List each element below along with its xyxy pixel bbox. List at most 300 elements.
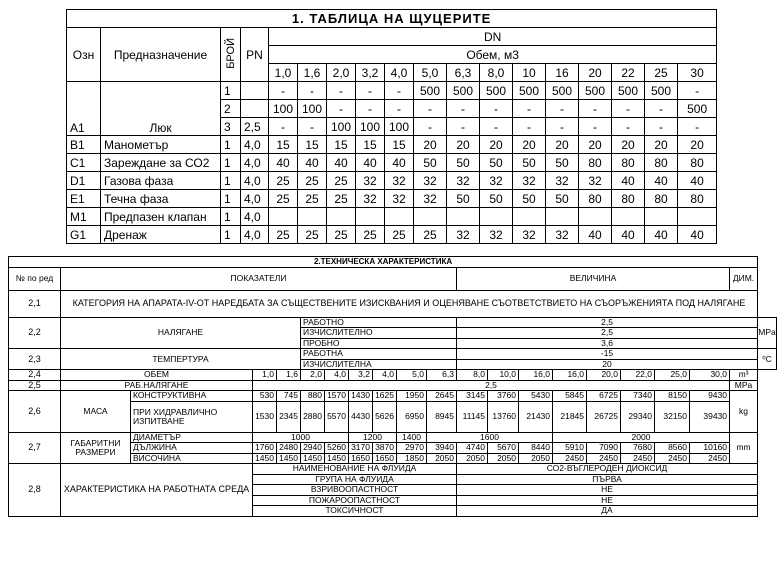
volume-header: 16 bbox=[546, 64, 579, 82]
table-cell: 25 bbox=[269, 172, 298, 190]
table-cell: - bbox=[579, 118, 612, 136]
value-cell: 2,0 bbox=[301, 370, 325, 381]
value-cell: 1650 bbox=[373, 453, 397, 464]
row-code: А1 bbox=[67, 82, 101, 136]
value-cell: 1450 bbox=[253, 453, 277, 464]
table-cell: - bbox=[269, 82, 298, 100]
table-cell: 32 bbox=[356, 172, 385, 190]
value-cell: 2940 bbox=[301, 443, 325, 454]
value-cell: 8150 bbox=[655, 391, 690, 402]
value-cell: 32150 bbox=[655, 401, 690, 432]
row-key: ИЗЧИСЛИТЕЛНА bbox=[301, 359, 457, 370]
table-row bbox=[67, 190, 717, 208]
row-key: ИЗЧИСЛИТЕЛНО bbox=[301, 328, 457, 339]
table-cell: - bbox=[298, 82, 327, 100]
volume-header: 25 bbox=[645, 64, 678, 82]
table-cell: - bbox=[513, 118, 546, 136]
value-cell: 1,0 bbox=[253, 370, 277, 381]
row-key: ПОЖАРООПАСТНОСТ bbox=[253, 495, 457, 506]
header-dn: DN bbox=[269, 28, 717, 46]
table-row bbox=[9, 349, 777, 360]
value-cell: 8440 bbox=[519, 443, 553, 454]
table-cell: 40 bbox=[612, 172, 645, 190]
table-cell: 100 bbox=[327, 118, 356, 136]
row-number: 2,8 bbox=[9, 464, 61, 517]
table-cell bbox=[513, 208, 546, 226]
table-title: 2.ТЕХНИЧЕСКА ХАРАКТЕРИСТИКА bbox=[9, 257, 758, 268]
value-cell: 20,0 bbox=[587, 370, 621, 381]
value-cell: 2050 bbox=[519, 453, 553, 464]
value-cell: 1650 bbox=[349, 453, 373, 464]
row-code: В1 bbox=[67, 136, 101, 154]
value-cell: 2050 bbox=[488, 453, 519, 464]
value-cell: 5570 bbox=[325, 401, 349, 432]
row-label: ОБЕМ bbox=[61, 370, 253, 381]
row-count: 1 bbox=[221, 190, 241, 208]
table-cell: 20 bbox=[480, 136, 513, 154]
table-cell: - bbox=[385, 100, 414, 118]
value-cell: 3760 bbox=[488, 391, 519, 402]
row-pn: 4,0 bbox=[241, 190, 269, 208]
row-value: 1400 bbox=[397, 432, 427, 443]
table-cell bbox=[356, 208, 385, 226]
table-cell: 50 bbox=[546, 190, 579, 208]
table-cell: 32 bbox=[414, 190, 447, 208]
value-cell: 8560 bbox=[655, 443, 690, 454]
header-indicators: ПОКАЗАТЕЛИ bbox=[61, 267, 457, 290]
value-cell: 2450 bbox=[553, 453, 587, 464]
table-cell: 50 bbox=[447, 190, 480, 208]
row-name: Зареждане за СО2 bbox=[101, 154, 221, 172]
value-cell: 13760 bbox=[488, 401, 519, 432]
value-cell: 2345 bbox=[277, 401, 301, 432]
row-count: 1 bbox=[221, 226, 241, 244]
table-cell: 32 bbox=[480, 172, 513, 190]
value-cell: 2645 bbox=[427, 391, 457, 402]
table-cell: 40 bbox=[678, 226, 717, 244]
table-cell: 25 bbox=[269, 190, 298, 208]
table-cell: 20 bbox=[414, 136, 447, 154]
value-cell: 1570 bbox=[325, 391, 349, 402]
row-value: 1600 bbox=[427, 432, 553, 443]
table-cell: 25 bbox=[298, 172, 327, 190]
value-cell: 1430 bbox=[349, 391, 373, 402]
value-cell: 2450 bbox=[621, 453, 655, 464]
volume-header: 1,0 bbox=[269, 64, 298, 82]
row-label: ГАБАРИТНИ РАЗМЕРИ bbox=[61, 432, 131, 464]
table-cell bbox=[414, 208, 447, 226]
table-title: 1. ТАБЛИЦА НА ЩУЦЕРИТЕ bbox=[67, 10, 717, 28]
value-cell: 5910 bbox=[553, 443, 587, 454]
table-cell: 32 bbox=[385, 190, 414, 208]
table-cell: 50 bbox=[480, 190, 513, 208]
value-cell: 4740 bbox=[457, 443, 488, 454]
row-value: ПЪРВА bbox=[457, 474, 758, 485]
table-cell: 25 bbox=[269, 226, 298, 244]
value-cell: 8,0 bbox=[457, 370, 488, 381]
table-cell: 32 bbox=[447, 226, 480, 244]
volume-header: 3,2 bbox=[356, 64, 385, 82]
value-cell: 29340 bbox=[621, 401, 655, 432]
table-row bbox=[67, 208, 717, 226]
table-cell: 40 bbox=[385, 154, 414, 172]
value-cell: 2880 bbox=[301, 401, 325, 432]
table-cell: - bbox=[414, 100, 447, 118]
row-key: ТОКСИЧНОСТ bbox=[253, 506, 457, 517]
row-pn: 4,0 bbox=[241, 154, 269, 172]
volume-header: 10 bbox=[513, 64, 546, 82]
table-cell: 40 bbox=[579, 226, 612, 244]
table-cell: 500 bbox=[645, 82, 678, 100]
table-row bbox=[67, 226, 717, 244]
value-cell: 2050 bbox=[427, 453, 457, 464]
table-cell: - bbox=[356, 82, 385, 100]
row-key: ДИАМЕТЪР bbox=[131, 432, 253, 443]
row-code: М1 bbox=[67, 208, 101, 226]
value-cell: 3,2 bbox=[349, 370, 373, 381]
row-count: 1 bbox=[221, 154, 241, 172]
volume-header: 2,0 bbox=[327, 64, 356, 82]
value-cell: 6950 bbox=[397, 401, 427, 432]
table-cell: 32 bbox=[385, 172, 414, 190]
table-cell bbox=[447, 208, 480, 226]
value-cell: 2450 bbox=[587, 453, 621, 464]
table-cell: 32 bbox=[414, 172, 447, 190]
table-cell: - bbox=[414, 118, 447, 136]
table-cell: - bbox=[513, 100, 546, 118]
table-cell bbox=[612, 208, 645, 226]
table-row bbox=[67, 82, 717, 100]
table-cell: - bbox=[546, 100, 579, 118]
table-cell: 25 bbox=[356, 226, 385, 244]
table-cell: 40 bbox=[298, 154, 327, 172]
row-key: ВИСОЧИНА bbox=[131, 453, 253, 464]
table-row bbox=[9, 380, 777, 391]
table-row bbox=[67, 172, 717, 190]
table-cell: 500 bbox=[447, 82, 480, 100]
technical-characteristics-table bbox=[8, 256, 777, 517]
table-cell: 40 bbox=[678, 172, 717, 190]
table-cell: 40 bbox=[327, 154, 356, 172]
value-cell: 30,0 bbox=[690, 370, 730, 381]
table-cell: 15 bbox=[327, 136, 356, 154]
volume-header: 20 bbox=[579, 64, 612, 82]
fittings-table bbox=[66, 9, 717, 244]
row-code: D1 bbox=[67, 172, 101, 190]
row-name: Люк bbox=[101, 82, 221, 136]
row-dim: MPa bbox=[730, 380, 758, 391]
row-key: ПРОБНО bbox=[301, 338, 457, 349]
value-cell: 5845 bbox=[553, 391, 587, 402]
table-cell bbox=[546, 208, 579, 226]
row-code: G1 bbox=[67, 226, 101, 244]
table-cell: 32 bbox=[356, 190, 385, 208]
table-cell: 500 bbox=[579, 82, 612, 100]
table-cell: 15 bbox=[269, 136, 298, 154]
value-cell: 3940 bbox=[427, 443, 457, 454]
table-cell: 500 bbox=[546, 82, 579, 100]
table-cell: 40 bbox=[269, 154, 298, 172]
table-cell: - bbox=[612, 118, 645, 136]
table-cell bbox=[678, 208, 717, 226]
row-count: 3 bbox=[221, 118, 241, 136]
table-row bbox=[9, 370, 777, 381]
table-row bbox=[9, 267, 777, 290]
row-value: СО2-ВЪГЛЕРОДЕН ДИОКСИД bbox=[457, 464, 758, 475]
row-value: -15 bbox=[457, 349, 758, 360]
volume-header: 1,6 bbox=[298, 64, 327, 82]
table-cell bbox=[385, 208, 414, 226]
row-value: 2,5 bbox=[457, 317, 758, 328]
row-key: НАИМЕНОВАНИЕ НА ФЛУИДА bbox=[253, 464, 457, 475]
row-count: 1 bbox=[221, 208, 241, 226]
table-cell bbox=[645, 208, 678, 226]
value-cell: 22,0 bbox=[621, 370, 655, 381]
table-cell: 40 bbox=[645, 172, 678, 190]
value-cell: 2050 bbox=[457, 453, 488, 464]
table-cell: 80 bbox=[579, 190, 612, 208]
value-cell: 1450 bbox=[325, 453, 349, 464]
row-dim: kg bbox=[730, 391, 758, 433]
header-volume: Обем, м3 bbox=[269, 46, 717, 64]
table-row bbox=[9, 290, 777, 317]
table-cell: 500 bbox=[678, 100, 717, 118]
row-number: 2,3 bbox=[9, 349, 61, 370]
table-cell: 20 bbox=[546, 136, 579, 154]
row-value: 1000 bbox=[253, 432, 349, 443]
row-count: 2 bbox=[221, 100, 241, 118]
value-cell: 1,6 bbox=[277, 370, 301, 381]
table-cell: 50 bbox=[447, 154, 480, 172]
row-label: ХАРАКТЕРИСТИКА НА РАБОТНАТА СРЕДА bbox=[61, 464, 253, 517]
row-value: 20 bbox=[457, 359, 758, 370]
table-cell: 80 bbox=[612, 190, 645, 208]
table-cell: 25 bbox=[327, 190, 356, 208]
table-cell: - bbox=[579, 100, 612, 118]
table-cell: 20 bbox=[645, 136, 678, 154]
table-cell: - bbox=[645, 118, 678, 136]
value-cell: 880 bbox=[301, 391, 325, 402]
value-cell: 2450 bbox=[690, 453, 730, 464]
volume-header: 6,3 bbox=[447, 64, 480, 82]
value-cell: 16,0 bbox=[553, 370, 587, 381]
volume-header: 8,0 bbox=[480, 64, 513, 82]
value-cell: 1760 bbox=[253, 443, 277, 454]
value-cell: 4430 bbox=[349, 401, 373, 432]
value-cell: 5430 bbox=[519, 391, 553, 402]
value-cell: 7090 bbox=[587, 443, 621, 454]
table-cell: 25 bbox=[327, 226, 356, 244]
row-number: 2,4 bbox=[9, 370, 61, 381]
row-pn: 4,0 bbox=[241, 226, 269, 244]
row-value: 2,5 bbox=[253, 380, 730, 391]
table-cell: 50 bbox=[480, 154, 513, 172]
value-cell: 21430 bbox=[519, 401, 553, 432]
value-cell: 26725 bbox=[587, 401, 621, 432]
row-name: Дренаж bbox=[101, 226, 221, 244]
table-cell: 80 bbox=[645, 190, 678, 208]
table-cell: - bbox=[447, 118, 480, 136]
value-cell: 6725 bbox=[587, 391, 621, 402]
row-name: Газова фаза bbox=[101, 172, 221, 190]
value-cell: 4,0 bbox=[325, 370, 349, 381]
table-cell: 32 bbox=[546, 226, 579, 244]
table-cell: 25 bbox=[298, 226, 327, 244]
table-cell: 32 bbox=[480, 226, 513, 244]
row-number: 2,6 bbox=[9, 391, 61, 433]
table-cell: 100 bbox=[298, 100, 327, 118]
row-pn: 4,0 bbox=[241, 208, 269, 226]
table-cell: 32 bbox=[513, 172, 546, 190]
table-cell: 40 bbox=[612, 226, 645, 244]
row-number: 2,1 bbox=[9, 290, 61, 317]
row-value: НЕ bbox=[457, 485, 758, 496]
table-row bbox=[67, 10, 717, 28]
table-cell: - bbox=[480, 118, 513, 136]
table-cell: 20 bbox=[612, 136, 645, 154]
header-purpose: Предназначение bbox=[101, 28, 221, 82]
row-code: Е1 bbox=[67, 190, 101, 208]
table-row bbox=[9, 257, 777, 268]
row-number: 2,5 bbox=[9, 380, 61, 391]
table-cell: 40 bbox=[356, 154, 385, 172]
row-label: РАБ.НАЛЯГАНЕ bbox=[61, 380, 253, 391]
row-label: ТЕМПЕРТУРА bbox=[61, 349, 301, 370]
table-cell bbox=[480, 208, 513, 226]
row-value: 2000 bbox=[553, 432, 730, 443]
row-value: ДА bbox=[457, 506, 758, 517]
table-cell: - bbox=[269, 118, 298, 136]
value-cell: 5260 bbox=[325, 443, 349, 454]
value-cell: 2480 bbox=[277, 443, 301, 454]
value-cell: 7680 bbox=[621, 443, 655, 454]
table-cell: - bbox=[385, 82, 414, 100]
row-key: РАБОТНО bbox=[301, 317, 457, 328]
table-cell bbox=[269, 208, 298, 226]
table-cell: 100 bbox=[356, 118, 385, 136]
table-cell: - bbox=[480, 100, 513, 118]
value-cell: 7340 bbox=[621, 391, 655, 402]
table-cell: 25 bbox=[298, 190, 327, 208]
value-cell: 1950 bbox=[397, 391, 427, 402]
row-name: Течна фаза bbox=[101, 190, 221, 208]
row-value: 2,5 bbox=[457, 328, 758, 339]
header-designation: Озн bbox=[67, 28, 101, 82]
table-row bbox=[67, 28, 717, 46]
value-cell: 5,0 bbox=[397, 370, 427, 381]
value-cell: 16,0 bbox=[519, 370, 553, 381]
table-cell: 32 bbox=[513, 226, 546, 244]
row-pn bbox=[241, 100, 269, 118]
row-value: 1200 bbox=[349, 432, 397, 443]
row-count: 1 bbox=[221, 136, 241, 154]
row-label: НАЛЯГАНЕ bbox=[61, 317, 301, 349]
table-cell: 80 bbox=[612, 154, 645, 172]
table-cell: 32 bbox=[447, 172, 480, 190]
value-cell: 1850 bbox=[397, 453, 427, 464]
row-value: 3,6 bbox=[457, 338, 758, 349]
row-dim: mm bbox=[730, 432, 758, 464]
table-row bbox=[67, 154, 717, 172]
row-number: 2,7 bbox=[9, 432, 61, 464]
value-cell: 5670 bbox=[488, 443, 519, 454]
value-cell: 25,0 bbox=[655, 370, 690, 381]
row-number: 2,2 bbox=[9, 317, 61, 349]
table-row bbox=[9, 317, 777, 328]
row-pn: 2,5 bbox=[241, 118, 269, 136]
row-key: РАБОТНА bbox=[301, 349, 457, 360]
table-row bbox=[9, 432, 777, 443]
table-cell: - bbox=[327, 100, 356, 118]
table-cell: - bbox=[298, 118, 327, 136]
value-cell: 21845 bbox=[553, 401, 587, 432]
volume-header: 4,0 bbox=[385, 64, 414, 82]
value-cell: 8945 bbox=[427, 401, 457, 432]
value-cell: 3170 bbox=[349, 443, 373, 454]
header-value: ВЕЛИЧИНА bbox=[457, 267, 730, 290]
table-cell: - bbox=[678, 82, 717, 100]
table-cell: 500 bbox=[612, 82, 645, 100]
row-key: ПРИ ХИДРАВЛИЧНО ИЗПИТВАНЕ bbox=[131, 401, 253, 432]
volume-header: 22 bbox=[612, 64, 645, 82]
table-cell: 25 bbox=[327, 172, 356, 190]
row-dim: MPa bbox=[758, 317, 777, 349]
value-cell: 1450 bbox=[301, 453, 325, 464]
header-dim: ДИМ. bbox=[730, 267, 758, 290]
table-cell: - bbox=[327, 82, 356, 100]
row-key: КОНСТРУКТИВНА bbox=[131, 391, 253, 402]
table-cell: 15 bbox=[298, 136, 327, 154]
table-cell: - bbox=[612, 100, 645, 118]
row-dim: ⁰C bbox=[758, 349, 777, 370]
volume-header: 5,0 bbox=[414, 64, 447, 82]
value-cell: 1625 bbox=[373, 391, 397, 402]
row-label: МАСА bbox=[61, 391, 131, 433]
table-cell: - bbox=[447, 100, 480, 118]
value-cell: 4,0 bbox=[373, 370, 397, 381]
row-count: 1 bbox=[221, 172, 241, 190]
value-cell: 10,0 bbox=[488, 370, 519, 381]
value-cell: 6,3 bbox=[427, 370, 457, 381]
table-cell: 25 bbox=[414, 226, 447, 244]
table-cell: 80 bbox=[678, 190, 717, 208]
table-cell: - bbox=[678, 118, 717, 136]
row-text: КАТЕГОРИЯ НА АПАРАТА-IV-ОТ НАРЕДБАТА ЗА СЪЩЕСТВЕНИТЕ ИЗИСКВАНИЯ И ОЦЕНЯВАНЕ СЪОТВЕТСТВИЕТО НА СЪОРЪЖЕНИЯТА ПОД НАЛЯГАНЕ bbox=[61, 290, 758, 317]
row-count: 1 bbox=[221, 82, 241, 100]
value-cell: 745 bbox=[277, 391, 301, 402]
table-cell: 32 bbox=[579, 172, 612, 190]
table-cell: - bbox=[645, 100, 678, 118]
table-cell: 80 bbox=[678, 154, 717, 172]
table-cell bbox=[579, 208, 612, 226]
row-name: Манометър bbox=[101, 136, 221, 154]
table-cell: 500 bbox=[480, 82, 513, 100]
value-cell: 10160 bbox=[690, 443, 730, 454]
value-cell: 3870 bbox=[373, 443, 397, 454]
table-cell: 32 bbox=[546, 172, 579, 190]
table-row bbox=[9, 391, 777, 402]
table-cell bbox=[327, 208, 356, 226]
row-key: ВЗРИВООПАСТНОСТ bbox=[253, 485, 457, 496]
table-cell: 20 bbox=[513, 136, 546, 154]
header-pn: PN bbox=[241, 28, 269, 82]
table-cell: 80 bbox=[579, 154, 612, 172]
value-cell: 2970 bbox=[397, 443, 427, 454]
value-cell: 5626 bbox=[373, 401, 397, 432]
value-cell: 9430 bbox=[690, 391, 730, 402]
row-value: НЕ bbox=[457, 495, 758, 506]
table-row bbox=[9, 464, 777, 475]
